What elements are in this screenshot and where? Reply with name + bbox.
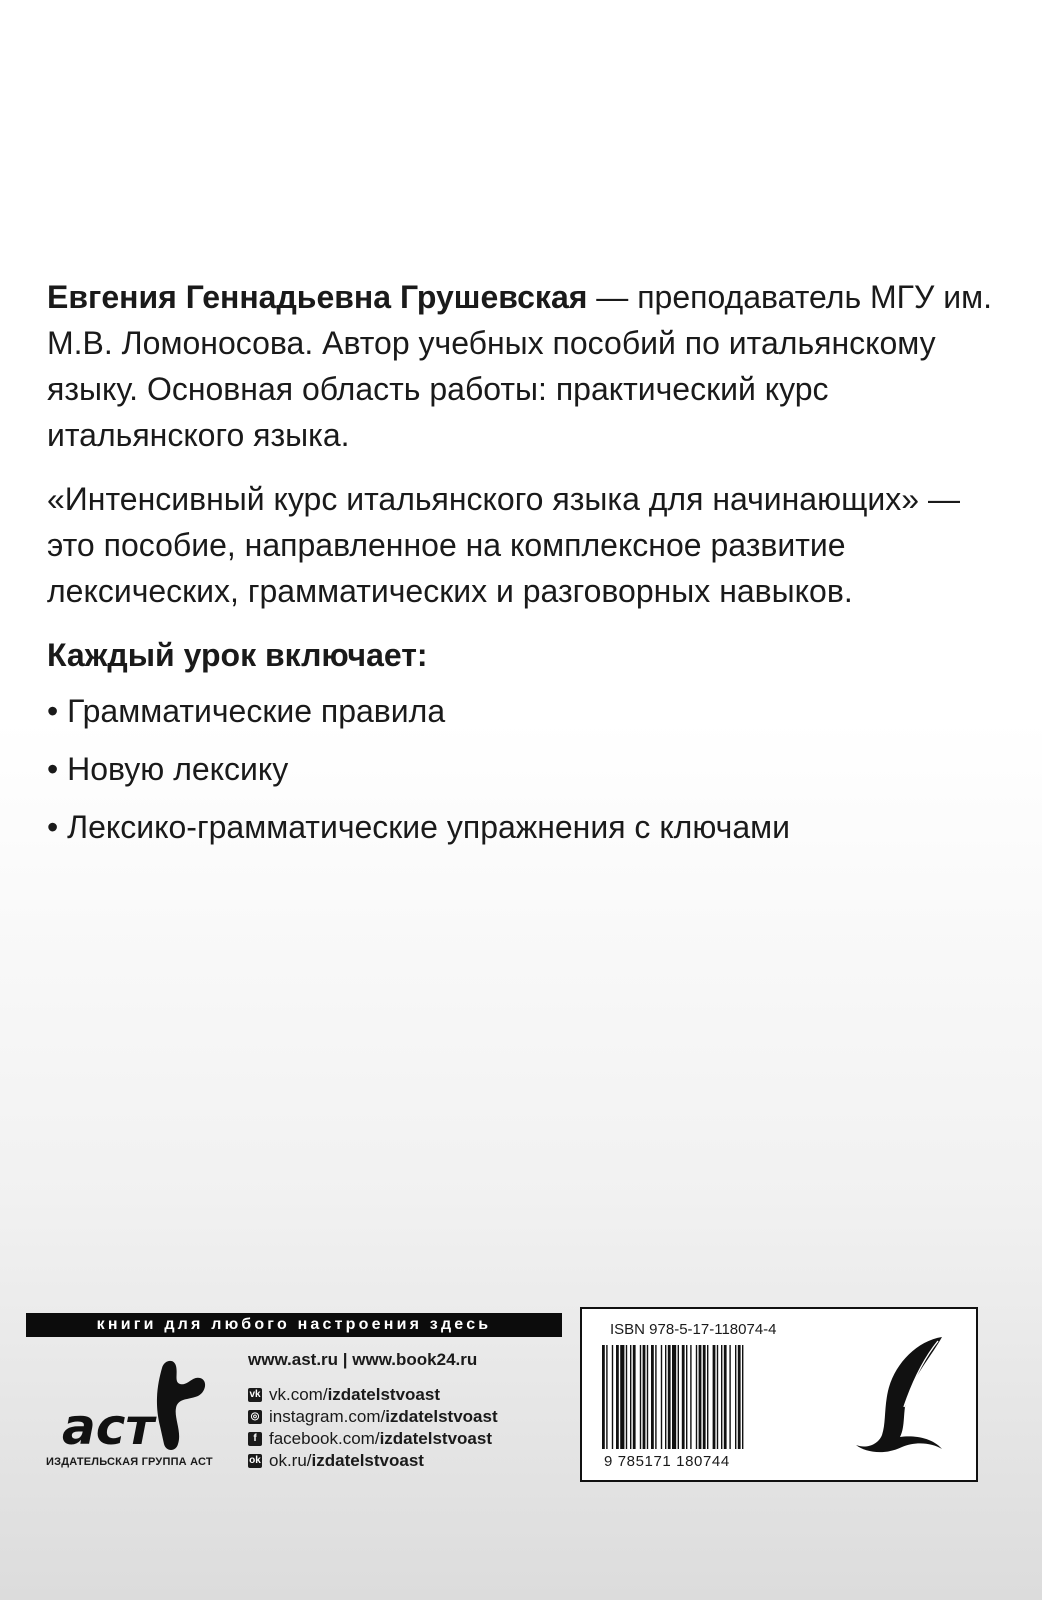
odnoklassniki-icon: ok xyxy=(249,1455,261,1466)
barcode-bar xyxy=(735,1345,736,1449)
barcode-bar xyxy=(682,1345,685,1449)
social-prefix: vk.com/ xyxy=(269,1385,328,1404)
barcode-bar xyxy=(721,1345,722,1449)
ast-logo xyxy=(42,1352,242,1470)
barcode-bar xyxy=(686,1345,687,1449)
barcode-bar xyxy=(661,1345,662,1449)
barcode-bar xyxy=(602,1345,605,1449)
barcode-bar xyxy=(729,1345,730,1449)
barcode-bar xyxy=(699,1345,702,1449)
barcode-bar xyxy=(616,1345,619,1449)
social-handle: izdatelstvoast xyxy=(379,1429,492,1448)
barcode-bar xyxy=(643,1345,646,1449)
barcode-bar xyxy=(696,1345,697,1449)
author-paragraph xyxy=(47,274,1007,458)
barcode-bar xyxy=(606,1345,607,1449)
social-prefix: facebook.com/ xyxy=(269,1429,380,1448)
social-handle: izdatelstvoast xyxy=(385,1407,498,1426)
barcode-bar xyxy=(672,1345,676,1449)
publisher-links xyxy=(248,1350,498,1472)
vk-icon: vk xyxy=(249,1389,261,1400)
social-link-vk[interactable] xyxy=(248,1384,498,1406)
barcode-bar xyxy=(690,1345,691,1449)
social-link-odnoklassniki[interactable] xyxy=(248,1450,498,1472)
social-link-instagram[interactable] xyxy=(248,1406,498,1428)
isbn-number: ISBN 978-5-17-118074-4 xyxy=(610,1321,777,1338)
tagline-bar: книги для любого настроения здесь xyxy=(26,1313,562,1337)
barcode-bar xyxy=(738,1345,741,1449)
barcode-bar xyxy=(713,1345,716,1449)
author-name: Евгения Геннадьевна Грушевская xyxy=(47,279,588,315)
publisher-caption: ИЗДАТЕЛЬСКАЯ ГРУППА АСТ xyxy=(46,1456,213,1468)
barcode-bar xyxy=(707,1345,708,1449)
instagram-icon: ◎ xyxy=(248,1410,262,1424)
social-prefix: ok.ru/ xyxy=(269,1451,312,1470)
barcode-bar xyxy=(626,1345,627,1449)
barcode-bar xyxy=(742,1345,743,1449)
barcode-bar xyxy=(703,1345,706,1449)
social-handle: izdatelstvoast xyxy=(311,1451,424,1470)
barcode-bar xyxy=(640,1345,641,1449)
barcode-bar xyxy=(651,1345,654,1449)
quill-icon xyxy=(846,1331,956,1461)
barcode-bar xyxy=(647,1345,648,1449)
lesson-item: • Новую лексику xyxy=(47,751,289,787)
social-prefix: instagram.com/ xyxy=(269,1407,386,1426)
back-cover-text xyxy=(47,274,1007,862)
social-handle: izdatelstvoast xyxy=(327,1385,440,1404)
barcode-bar xyxy=(612,1345,613,1449)
barcode-bar xyxy=(655,1345,656,1449)
ast-logo-icon xyxy=(42,1352,242,1470)
barcode-bar xyxy=(724,1345,727,1449)
barcode-bar xyxy=(678,1345,679,1449)
barcode-bar xyxy=(665,1345,666,1449)
lesson-item: • Лексико-грамматические упражнения с ключами xyxy=(47,809,790,845)
social-link-facebook[interactable] xyxy=(248,1428,498,1450)
barcode-bar xyxy=(717,1345,718,1449)
lesson-item: • Грамматические правила xyxy=(47,693,446,729)
logo-text: аст xyxy=(62,1398,155,1456)
book-description: «Интенсивный курс итальянского языка для начинающих» — это пособие, направленное на комплексное развитие лексических, грамматических и разговорных навыков. xyxy=(47,481,960,609)
isbn-box xyxy=(580,1307,978,1482)
lessons-heading: Каждый урок включает: xyxy=(47,637,428,673)
barcode-bar xyxy=(668,1345,671,1449)
author-bio: — преподаватель МГУ им. М.В. Ломоносова. Автор учебных пособий по итальянскому языку. Основная область работы: практический курс итальянского языка. xyxy=(47,279,992,453)
barcode-icon xyxy=(600,1345,800,1453)
barcode-digits: 9 785171 180744 xyxy=(604,1453,730,1470)
barcode-bar xyxy=(633,1345,636,1449)
facebook-icon: f xyxy=(248,1432,262,1446)
barcode-bar xyxy=(630,1345,631,1449)
website-links[interactable]: www.ast.ru | www.book24.ru xyxy=(248,1350,478,1369)
barcode-bar xyxy=(620,1345,624,1449)
